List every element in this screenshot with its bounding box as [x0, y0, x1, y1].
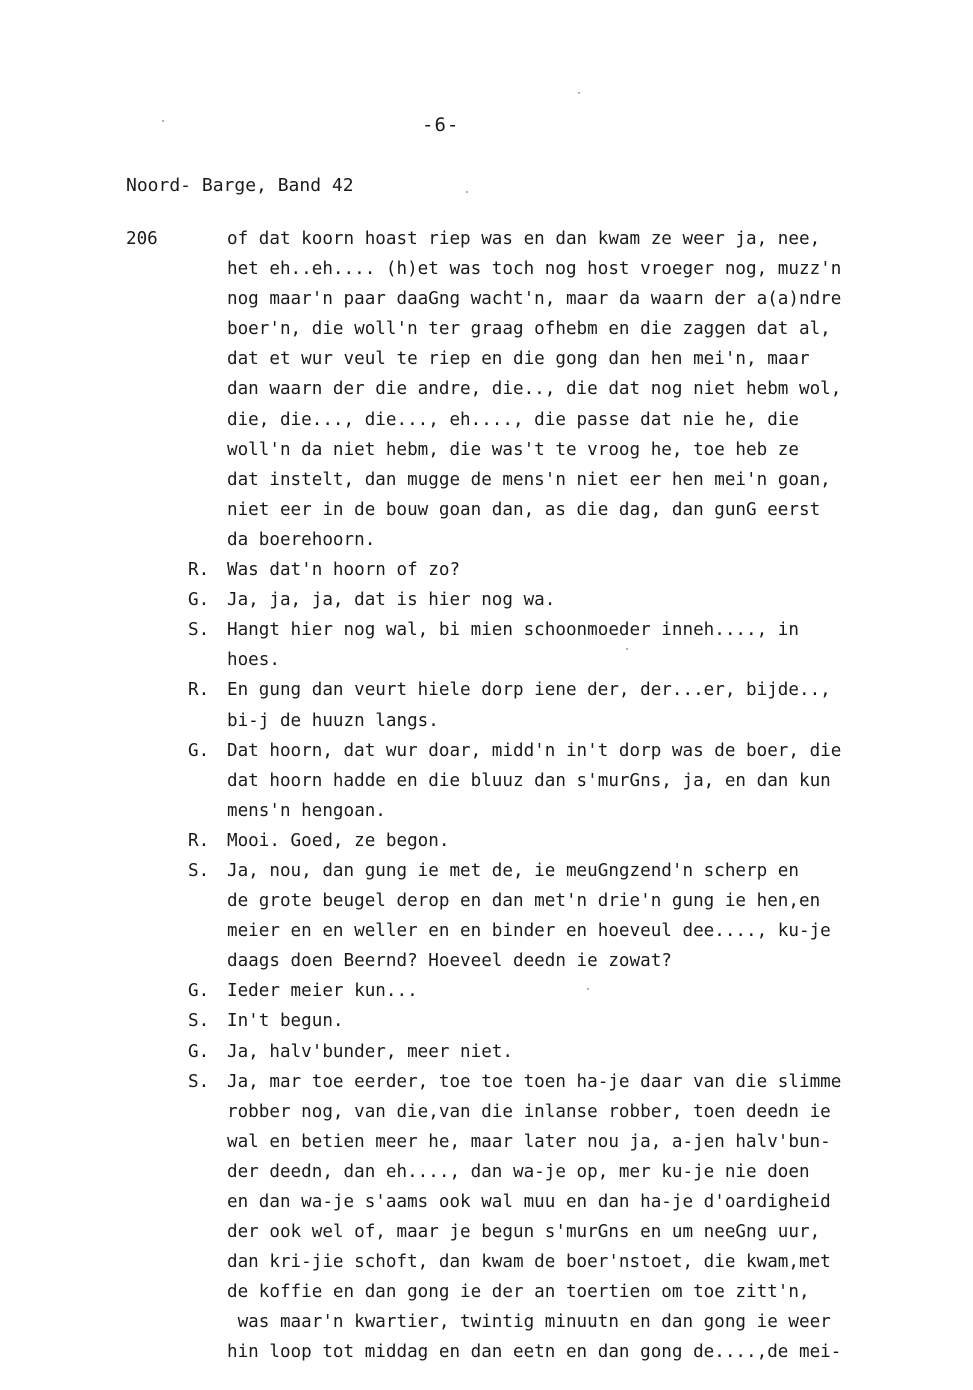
line-text: wal en betien meer he, maar later nou ja, a-jen halv'bun- — [227, 1131, 831, 1152]
line-text: dan kri-jie schoft, dan kwam de boer'nstoet, die kwam,met — [227, 1252, 831, 1273]
line-text: was maar'n kwartier, twintig minuutn en dan gong ie weer — [227, 1312, 831, 1333]
line-text: meier en en weller en en binder en hoeveul dee...., ku-je — [227, 921, 831, 942]
speaker-label: G. — [188, 590, 210, 611]
line-text: of dat koorn hoast riep was en dan kwam ze weer ja, nee, — [227, 229, 821, 249]
line-text: dat hoorn hadde en die bluuz dan s'murGns, ja, en dan kun — [227, 770, 831, 791]
speaker-label: R. — [188, 830, 210, 851]
line-text: bi-j de huuzn langs. — [227, 710, 439, 731]
transcript-line — [0, 254, 973, 284]
line-text: het eh..eh.... (h)et was toch nog host vroeger nog, muzz'n — [227, 259, 842, 280]
transcript-line — [0, 1247, 973, 1277]
transcript-line — [0, 314, 973, 344]
line-text: Ja, halv'bunder, meer niet. — [227, 1041, 513, 1062]
transcript-line — [0, 976, 973, 1006]
line-text: Mooi. Goed, ze begon. — [227, 830, 450, 851]
transcript-line — [0, 1337, 973, 1367]
speaker-label: S. — [188, 1011, 210, 1032]
scan-speck — [626, 648, 628, 650]
speaker-label: G. — [188, 1041, 210, 1062]
line-text: nog maar'n paar daaGng wacht'n, maar da waarn der a(a)ndre — [227, 289, 842, 310]
line-text: Hangt hier nog wal, bi mien schoonmoeder inneh...., in — [227, 620, 799, 641]
transcript-line — [0, 706, 973, 736]
speaker-label: S. — [188, 1071, 210, 1092]
transcript-line — [0, 1097, 973, 1127]
speaker-label: R. — [188, 680, 210, 701]
scan-speck — [466, 191, 468, 193]
line-text: daags doen Beernd? Hoeveel deedn ie zowat? — [227, 951, 672, 972]
transcript-line — [0, 1006, 973, 1036]
line-text: der deedn, dan eh...., dan wa-je op, mer ku-je nie doen — [227, 1161, 810, 1182]
speaker-label: R. — [188, 560, 210, 581]
line-text: hin loop tot middag en dan eetn en dan gong de....,de mei- — [227, 1342, 842, 1363]
transcript-line — [0, 405, 973, 435]
line-text: woll'n da niet hebm, die was't te vroog he, toe heb ze — [227, 439, 799, 460]
line-text: Dat hoorn, dat wur doar, midd'n in't dorp was de boer, die — [227, 740, 842, 761]
speaker-label: G. — [188, 740, 210, 761]
line-text: mens'n hengoan. — [227, 800, 386, 821]
line-text: Ja, ja, ja, dat is hier nog wa. — [227, 590, 556, 611]
transcript-line — [0, 525, 973, 555]
line-text: dat et wur veul te riep en die gong dan hen mei'n, maar — [227, 349, 810, 370]
transcript-line — [0, 736, 973, 766]
transcript-line — [0, 435, 973, 465]
transcript-line — [0, 1067, 973, 1097]
scan-speck — [162, 120, 164, 122]
line-text: En gung dan veurt hiele dorp iene der, der...er, bijde.., — [227, 680, 831, 701]
transcript-line — [0, 224, 973, 254]
speaker-label: G. — [188, 981, 210, 1002]
transcript-line — [0, 1217, 973, 1247]
speaker-label: S. — [188, 860, 210, 881]
line-text: de grote beugel derop en dan met'n drie'n gung ie hen,en — [227, 891, 821, 912]
scan-speck — [578, 92, 580, 94]
page-number: -6- — [422, 114, 460, 136]
transcript-line — [0, 645, 973, 675]
line-text: hoes. — [227, 650, 280, 671]
line-text: de koffie en dan gong ie der an toertien om toe zitt'n, — [227, 1282, 810, 1303]
transcript-line — [0, 495, 973, 525]
transcript-line — [0, 946, 973, 976]
scan-speck — [587, 988, 589, 990]
line-text: der ook wel of, maar je begun s'murGns en um neeGng uur, — [227, 1222, 821, 1243]
line-text: die, die..., die..., eh...., die passe dat nie he, die — [227, 409, 799, 430]
line-text: Was dat'n hoorn of zo? — [227, 560, 461, 581]
transcript-line — [0, 1277, 973, 1307]
line-text: en dan wa-je s'aams ook wal muu en dan ha-je d'oardigheid — [227, 1192, 831, 1212]
transcript-line — [0, 284, 973, 314]
transcript-line — [0, 1187, 973, 1217]
transcript-line — [0, 585, 973, 615]
transcript-line — [0, 1037, 973, 1067]
line-text: boer'n, die woll'n ter graag ofhebm en die zaggen dat al, — [227, 319, 831, 340]
line-text: Ja, mar toe eerder, toe toe toen ha-je daar van die slimme — [227, 1071, 842, 1092]
transcript-line — [0, 1157, 973, 1187]
line-text: da boerehoorn. — [227, 529, 376, 550]
transcript-line — [0, 675, 973, 705]
speaker-label: S. — [188, 620, 210, 641]
transcript-line — [0, 1307, 973, 1337]
transcript-line — [0, 374, 973, 404]
transcript-line — [0, 615, 973, 645]
transcript-line — [0, 886, 973, 916]
line-number: 206 — [126, 229, 158, 249]
transcript-line — [0, 916, 973, 946]
transcript-body — [0, 224, 973, 1368]
transcript-line — [0, 1127, 973, 1157]
document-heading: Noord- Barge, Band 42 — [126, 175, 354, 196]
line-text: In't begun. — [227, 1011, 344, 1032]
line-text: niet eer in de bouw goan dan, as die dag, dan gunG eerst — [227, 499, 821, 520]
transcript-line — [0, 826, 973, 856]
transcript-line — [0, 465, 973, 495]
line-text: dat instelt, dan mugge de mens'n niet eer hen mei'n goan, — [227, 469, 831, 490]
line-text: robber nog, van die,van die inlanse robber, toen deedn ie — [227, 1101, 831, 1122]
transcript-line — [0, 344, 973, 374]
transcript-line — [0, 856, 973, 886]
transcript-line — [0, 796, 973, 826]
transcript-line — [0, 555, 973, 585]
line-text: Ieder meier kun... — [227, 981, 418, 1002]
transcript-line — [0, 766, 973, 796]
line-text: dan waarn der die andre, die.., die dat nog niet hebm wol, — [227, 379, 842, 400]
line-text: Ja, nou, dan gung ie met de, ie meuGngzend'n scherp en — [227, 860, 799, 881]
